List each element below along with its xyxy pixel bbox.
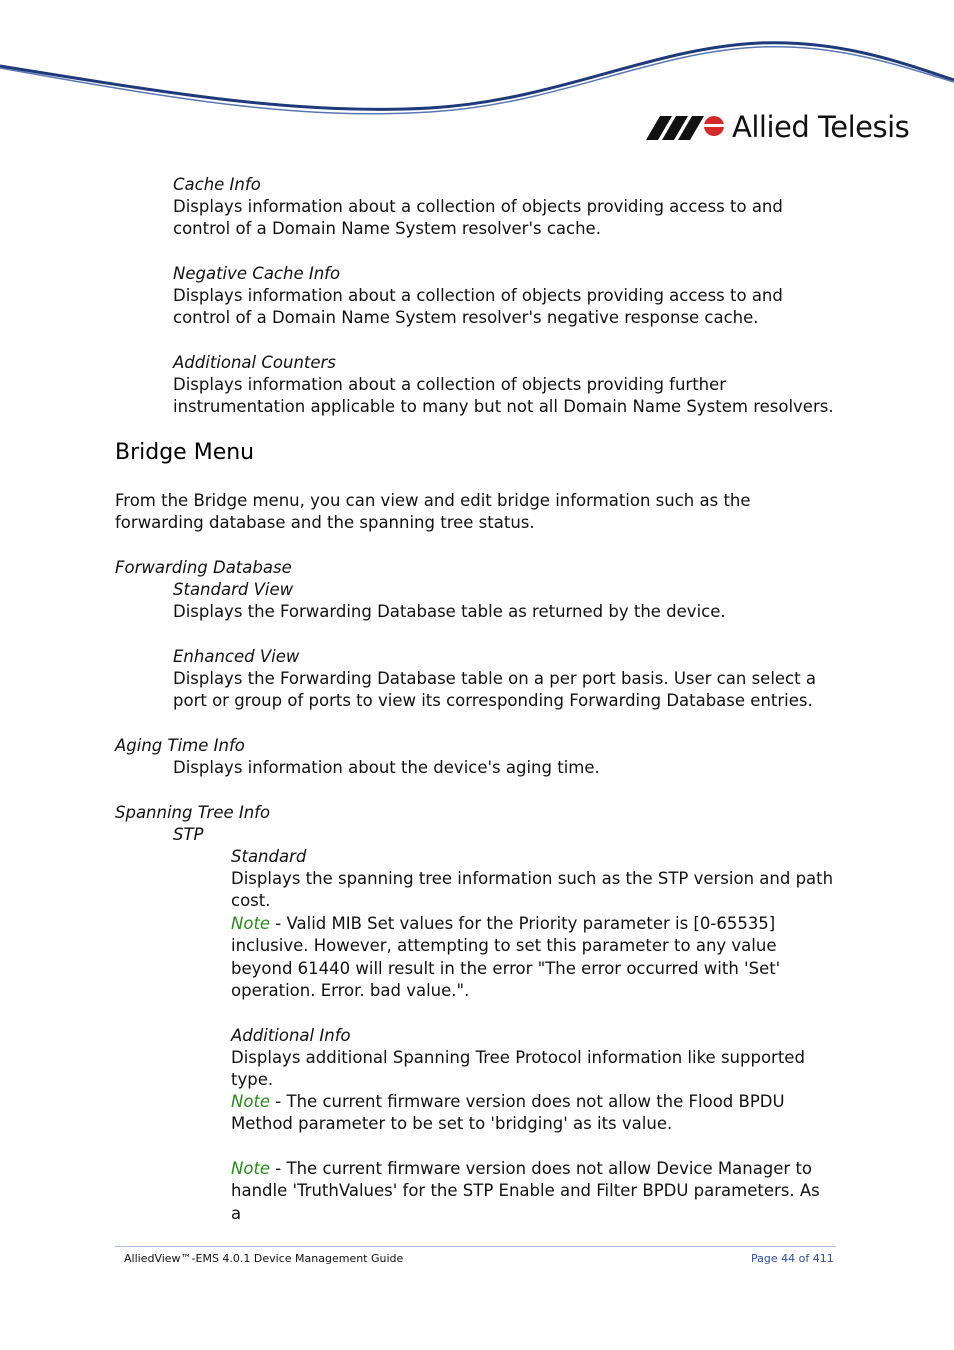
note-label: Note <box>231 1092 271 1111</box>
standard-view-body: Displays the Forwarding Database table as returned by the device. <box>173 602 726 621</box>
note-flood-bpdu <box>231 1091 811 1136</box>
logo-mark-icon <box>646 112 726 142</box>
additional-info-title: Additional Info <box>231 1026 351 1045</box>
note-priority-text: - Valid MIB Set values for the Priority parameter is [0-65535] inclusive. However, attempting to set this parameter to any value beyond 61440 will result in the error "The error occurred with 'Set' operation. Error. bad value.". <box>231 914 781 1000</box>
logo-text: Allied Telesis <box>732 110 910 144</box>
additional-info-body: Displays additional Spanning Tree Protocol information like supported type. <box>231 1048 805 1090</box>
additional-counters-title: Additional Counters <box>173 353 336 372</box>
forwarding-database-title: Forwarding Database <box>115 558 292 577</box>
footer-divider <box>115 1246 836 1247</box>
enhanced-view-body: Displays the Forwarding Database table on a per port basis. User can select a port or group of ports to view its corresponding Forwarding Database entries. <box>173 669 816 711</box>
bridge-menu-intro: From the Bridge menu, you can view and edit bridge information such as the forwarding database and the spanning tree status. <box>115 491 751 533</box>
standard-view-title: Standard View <box>173 580 294 599</box>
footer-page-number: Page 44 of 411 <box>751 1252 834 1265</box>
additional-counters-body: Displays information about a collection of objects providing further instrumentation applicable to many but not all Domain Name System resolvers. <box>173 375 834 417</box>
note-priority <box>231 913 831 1002</box>
stp-title: STP <box>173 825 204 844</box>
footer-doc-title: AlliedView™-EMS 4.0.1 Device Management Guide <box>124 1252 404 1265</box>
cache-info-title: Cache Info <box>173 175 261 194</box>
aging-time-info-body: Displays information about the device's aging time. <box>173 758 600 777</box>
negative-cache-info-title: Negative Cache Info <box>173 264 341 283</box>
stp-standard-title: Standard <box>231 847 307 866</box>
spanning-tree-info-title: Spanning Tree Info <box>115 803 271 822</box>
enhanced-view-title: Enhanced View <box>173 647 300 666</box>
note-label: Note <box>231 914 271 933</box>
note-flood-bpdu-text: - The current firmware version does not allow the Flood BPDU Method parameter to be set to 'bridging' as its value. <box>231 1092 785 1134</box>
stp-standard-body: Displays the spanning tree information such as the STP version and path cost. <box>231 869 834 911</box>
note-label: Note <box>231 1159 271 1178</box>
allied-telesis-logo <box>646 110 909 144</box>
aging-time-info-title: Aging Time Info <box>115 736 245 755</box>
cache-info-body: Displays information about a collection of objects providing access to and control of a Domain Name System resolver's cache. <box>173 197 783 239</box>
note-truthvalues-text: - The current firmware version does not allow Device Manager to handle 'TruthValues' for the STP Enable and Filter BPDU parameters. As a <box>231 1159 820 1223</box>
negative-cache-info-body: Displays information about a collection of objects providing access to and control of a Domain Name System resolver's negative response cache. <box>173 286 783 328</box>
note-truthvalues <box>231 1158 821 1225</box>
bridge-menu-heading: Bridge Menu <box>115 440 255 465</box>
